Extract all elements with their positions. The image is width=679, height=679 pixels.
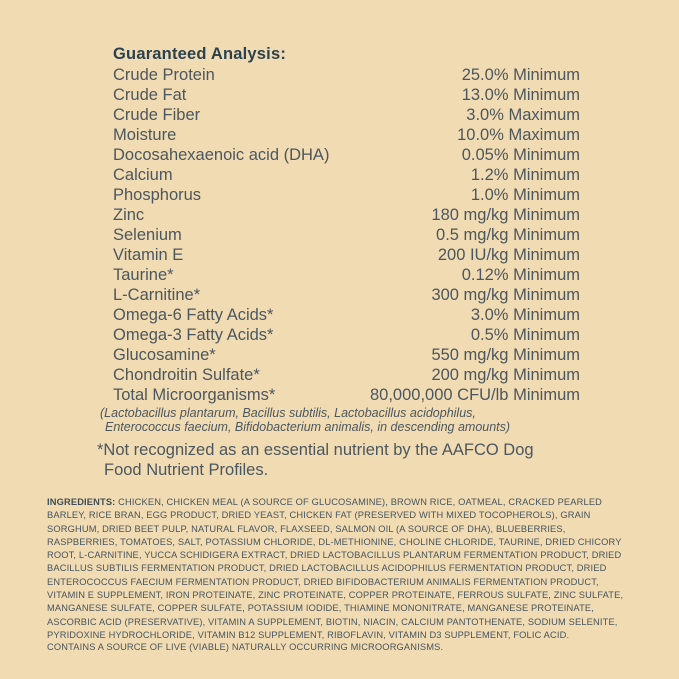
ga-row <box>113 65 580 85</box>
ga-row-label: Omega-3 Fatty Acids* <box>113 326 274 344</box>
ga-row-label: Zinc <box>113 206 145 224</box>
ingredients-text: CHICKEN, CHICKEN MEAL (A SOURCE OF GLUCOSAMINE), BROWN RICE, OATMEAL, CRACKED PEARLED BARLEY, RICE BRAN, EGG PRODUCT, DRIED YEAST, CHICKEN FAT (PRESERVED WITH MIXED TOCOPHEROLS), GRAIN SORGHUM, DRIED BEET PULP, NATURAL FLAVOR, FLAXSEED, SALMON OIL (A SOURCE OF DHA), BLUEBERRIES, RASPBERRIES, TOMATOES, SALT, POTASSIUM CHLORIDE, DL-METHIONINE, CHOLINE CHLORIDE, TAURINE, DRIED CHICORY ROOT, L-CARNITINE, YUCCA SCHIDIGERA EXTRACT, DRIED LACTOBACILLUS PLANTARUM FERMENTATION PRODUCT, DRIED BACILLUS SUBTILIS FERMENTATION PRODUCT, DRIED LACTOBACILLUS ACIDOPHILUS FERMENTATION PRODUCT, DRIED ENTEROCOCCUS FAECIUM FERMENTATION PRODUCT, DRIED BIFIDOBACTERIUM ANIMALIS FERMENTATION PRODUCT, VITAMIN E SUPPLEMENT, IRON PROTEINATE, ZINC PROTEINATE, COPPER PROTEINATE, FERROUS SULFATE, ZINC SULFATE, MANGANESE SULFATE, COPPER SULFATE, POTASSIUM IODIDE, THIAMINE MONONITRATE, MANGANESE PROTEINATE, ASCORBIC ACID (PRESERVATIVE), VITAMIN A SUPPLEMENT, BIOTIN, NIACIN, CALCIUM PANTOTHENATE, SODIUM SELENITE, PYRIDOXINE HYDROCHLORIDE, VITAMIN B12 SUPPLEMENT, RIBOFLAVIN, VITAMIN D3 SUPPLEMENT, FOLIC ACID. <box>47 497 624 640</box>
ga-row-label: Glucosamine* <box>113 346 216 364</box>
microorganisms-note-line: Enterococcus faecium, Bifidobacterium animalis, in descending amounts) <box>105 419 511 434</box>
ga-row-label: Vitamin E <box>113 246 184 264</box>
aafco-footnote-line: Food Nutrient Profiles. <box>104 460 269 479</box>
ga-row <box>113 105 580 125</box>
guaranteed-analysis-section <box>100 44 580 434</box>
ingredients-label: INGREDIENTS: <box>47 497 116 507</box>
ga-row <box>113 165 580 185</box>
microorganisms-note <box>100 407 580 434</box>
ga-row-value: 0.12% Minimum <box>461 266 580 284</box>
ga-table <box>113 65 580 405</box>
ga-row <box>113 345 580 365</box>
ga-row-value: 300 mg/kg Minimum <box>431 286 580 304</box>
ga-row-value: 3.0% Minimum <box>470 306 580 324</box>
ga-row-value: 25.0% Minimum <box>461 66 580 84</box>
ga-row-value: 180 mg/kg Minimum <box>431 206 580 224</box>
ga-row-label: Chondroitin Sulfate* <box>113 366 260 384</box>
ga-row <box>113 285 580 305</box>
ga-row-value: 3.0% Maximum <box>466 106 580 124</box>
ga-row <box>113 265 580 285</box>
ga-row <box>113 145 580 165</box>
ga-row-label: Omega-6 Fatty Acids* <box>113 306 274 324</box>
ga-row-label: Moisture <box>113 126 177 144</box>
microorganisms-note-line: (Lactobacillus plantarum, Bacillus subtilis, Lactobacillus acidophilus, <box>100 406 476 420</box>
ga-row-label: Total Microorganisms* <box>113 386 276 404</box>
ga-row-label: Taurine* <box>113 266 174 284</box>
contains-statement: CONTAINS A SOURCE OF LIVE (VIABLE) NATURALLY OCCURRING MICROORGANISMS. <box>47 642 444 652</box>
ga-row <box>113 245 580 265</box>
ga-row-label: Docosahexaenoic acid (DHA) <box>113 146 330 164</box>
ga-row-label: Crude Fiber <box>113 106 201 124</box>
ingredients-paragraph <box>47 496 635 642</box>
ga-row <box>113 185 580 205</box>
guaranteed-analysis-title: Guaranteed Analysis: <box>113 45 287 63</box>
ga-row <box>113 305 580 325</box>
ga-row-value: 200 mg/kg Minimum <box>431 366 580 384</box>
ga-row-value: 10.0% Maximum <box>457 126 580 144</box>
ga-row-value: 550 mg/kg Minimum <box>431 346 580 364</box>
ga-row-value: 200 IU/kg Minimum <box>437 246 580 264</box>
ga-row-label: L-Carnitine* <box>113 286 201 304</box>
ga-row-label: Crude Protein <box>113 66 215 84</box>
ga-row-label: Selenium <box>113 226 182 244</box>
ga-row-value: 80,000,000 CFU/lb Minimum <box>369 386 580 404</box>
ga-row <box>113 125 580 145</box>
ga-row <box>113 225 580 245</box>
aafco-footnote <box>97 441 604 480</box>
ga-row <box>113 325 580 345</box>
ga-row-value: 1.2% Minimum <box>470 166 580 184</box>
ga-row-value: 13.0% Minimum <box>461 86 580 104</box>
ga-row-label: Phosphorus <box>113 186 202 204</box>
ga-row <box>113 385 580 405</box>
ga-row-value: 1.0% Minimum <box>470 186 580 204</box>
ga-row-value: 0.5 mg/kg Minimum <box>436 226 580 244</box>
ga-row <box>113 365 580 385</box>
ga-row-value: 0.05% Minimum <box>461 146 580 164</box>
ga-row-label: Calcium <box>113 166 173 184</box>
ga-row-label: Crude Fat <box>113 86 187 104</box>
ga-row-value: 0.5% Minimum <box>470 326 580 344</box>
aafco-footnote-line: *Not recognized as an essential nutrient by the AAFCO Dog <box>97 441 534 459</box>
ga-row <box>113 205 580 225</box>
ga-row <box>113 85 580 105</box>
